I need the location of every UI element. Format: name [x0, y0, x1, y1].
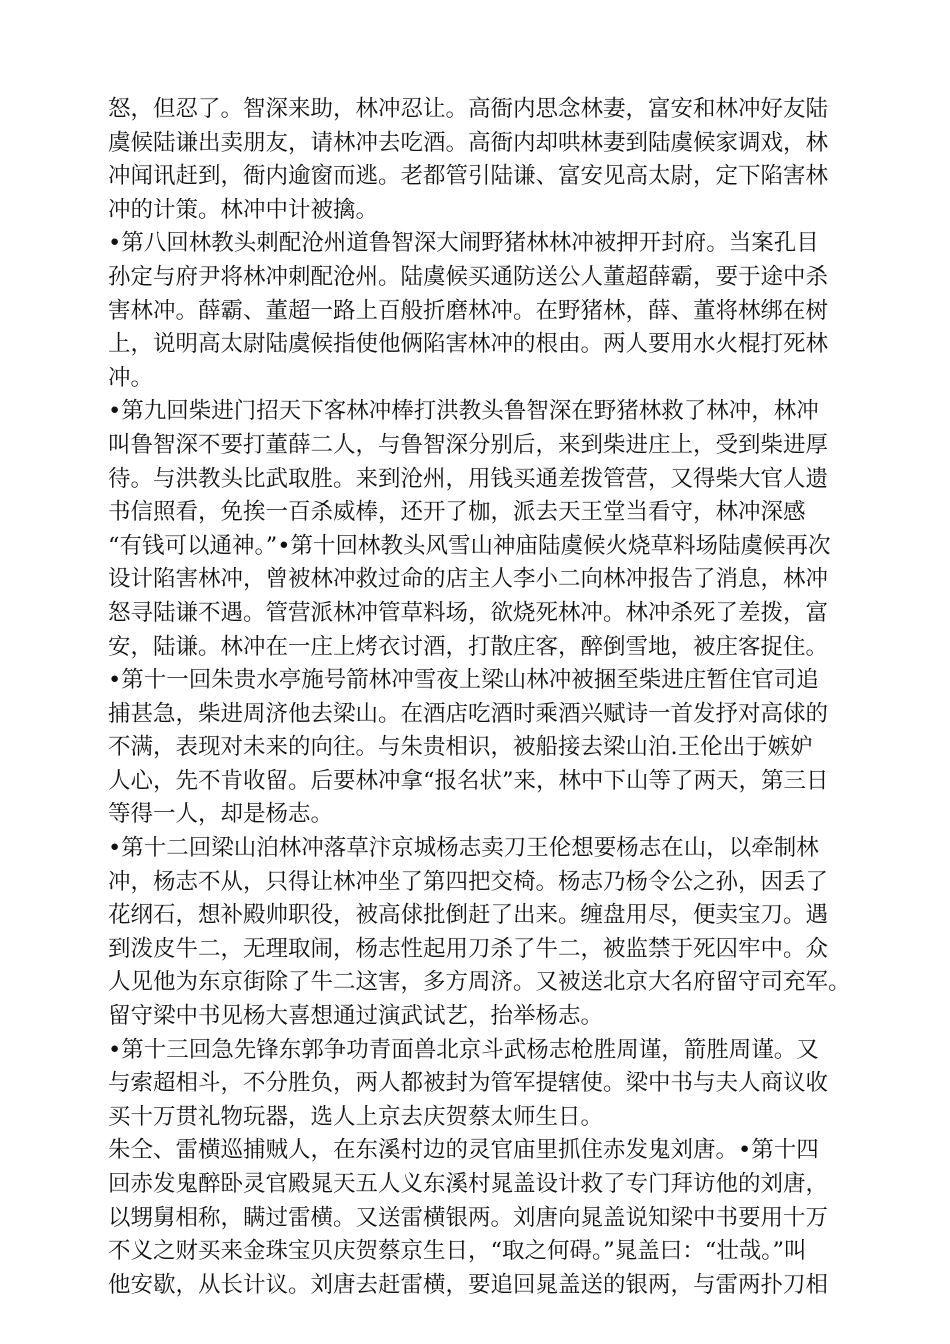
- text-line: 书信照看，免挨一百杀威棒，还开了枷，派去天王堂当看守，林冲深感: [108, 499, 806, 526]
- text-line: 人见他为东京街除了牛二这害，多方周济。又被送北京大名府留守司充军。: [108, 969, 851, 996]
- text-line: 等得一人，却是杨志。: [108, 801, 334, 828]
- text-line: •第十一回朱贵水亭施号箭林冲雪夜上梁山林冲被捆至柴进庄暂住官司追: [108, 667, 819, 694]
- text-line: 捕甚急，柴进周济他去梁山。在酒店吃酒时乘酒兴赋诗一首发抒对高俅的: [108, 700, 829, 727]
- body-text: [108, 93, 868, 1302]
- text-line: 他安歇，从长计议。刘唐去赶雷横，要追回晁盖送的银两，与雷两扑刀相: [108, 1271, 829, 1298]
- text-line: 与索超相斗，不分胜负，两人都被封为管军提辖使。梁中书与夫人商议收: [108, 1070, 829, 1097]
- text-line: 买十万贯礼物玩器，选人上京去庆贺蔡太师生日。: [108, 1103, 604, 1130]
- text-line: 以甥舅相称，瞒过雷横。又送雷横银两。刘唐向晁盖说知梁中书要用十万: [108, 1204, 829, 1231]
- text-line: •第十二回梁山泊林冲落草汴京城杨志卖刀王伦想要杨志在山，以牵制林: [108, 835, 819, 862]
- text-line: 上，说明高太尉陆虞候指使他俩陷害林冲的根由。两人要用水火棍打死林: [108, 331, 829, 358]
- text-line: 虞候陆谦出卖朋友，请林冲去吃酒。高衙内却哄林妻到陆虞候家调戏，林: [108, 129, 829, 156]
- text-line: 冲闻讯赶到，衙内逾窗而逃。老都管引陆谦、富安见高太尉，定下陷害林: [108, 163, 829, 190]
- text-line: 到泼皮牛二，无理取闹，杨志性起用刀杀了牛二，被监禁于死囚牢中。众: [108, 935, 829, 962]
- text-line: 不满，表现对未来的向往。与朱贵相识，被船接去梁山泊.王伦出于嫉妒: [108, 734, 813, 761]
- text-line: 花纲石，想补殿帅职役，被高俅批倒赶了出来。缠盘用尽，便卖宝刀。遇: [108, 902, 829, 929]
- text-line: •第十三回急先锋东郭争功青面兽北京斗武杨志枪胜周谨，箭胜周谨。又: [108, 1036, 819, 1063]
- text-line: 冲。: [108, 364, 154, 391]
- text-line: 怒寻陆谦不遇。管营派林冲管草料场，欲烧死林冲。林冲杀死了差拨，富: [108, 599, 829, 626]
- text-line: “有钱可以通神。”•第十回林教头风雪山神庙陆虞候火烧草料场陆虞候再次: [108, 532, 831, 559]
- text-line: 回赤发鬼醉卧灵官殿晁天五人义东溪村晁盖设计救了专门拜访他的刘唐，: [108, 1171, 829, 1197]
- text-line: •第八回林教头刺配沧州道鲁智深大闹野猪林林冲被押开封府。当案孔目: [108, 230, 819, 257]
- text-line: 人心，先不肯收留。后要林冲拿“报名状”来，林中下山等了两天，第三日: [108, 767, 829, 794]
- text-line: 冲的计策。林冲中计被擒。: [108, 196, 379, 223]
- text-line: 冲，杨志不从，只得让林冲坐了第四把交椅。杨志乃杨令公之孙，因丢了: [108, 868, 829, 895]
- text-line: 朱仝、雷横巡捕贼人，在东溪村边的灵官庙里抓住赤发鬼刘唐。•第十四: [108, 1137, 819, 1164]
- text-line: 安，陆谦。林冲在一庄上烤衣讨酒，打散庄客，醉倒雪地，被庄客捉住。: [108, 633, 829, 660]
- text-line: 害林冲。薛霸、董超一路上百般折磨林冲。在野猪林，薛、董将林绑在树: [108, 297, 829, 324]
- text-line: 怒，但忍了。智深来助，林冲忍让。高衙内思念林妻，富安和林冲好友陆: [108, 96, 829, 122]
- text-line: 孙定与府尹将林冲刺配沧州。陆虞候买通防送公人董超薛霸，要于途中杀: [108, 263, 829, 290]
- text-line: 不义之财买来金珠宝贝庆贺蔡京生日，“取之何碍。”晁盖曰：“壮哉。”叫: [108, 1238, 807, 1265]
- text-line: 设计陷害林冲，曾被林冲救过命的店主人李小二向林冲报告了消息，林冲: [108, 566, 829, 593]
- text-line: 留守梁中书见杨大喜想通过演武试艺，抬举杨志。: [108, 1003, 604, 1030]
- text-line: •第九回柴进门招天下客林冲棒打洪教头鲁智深在野猪林救了林冲，林冲: [108, 398, 819, 425]
- text-line: 叫鲁智深不要打董薛二人，与鲁智深分别后，来到柴进庄上，受到柴进厚: [108, 431, 829, 458]
- text-line: 待。与洪教头比武取胜。来到沧州，用钱买通差拨管营，又得柴大官人遗: [108, 465, 829, 492]
